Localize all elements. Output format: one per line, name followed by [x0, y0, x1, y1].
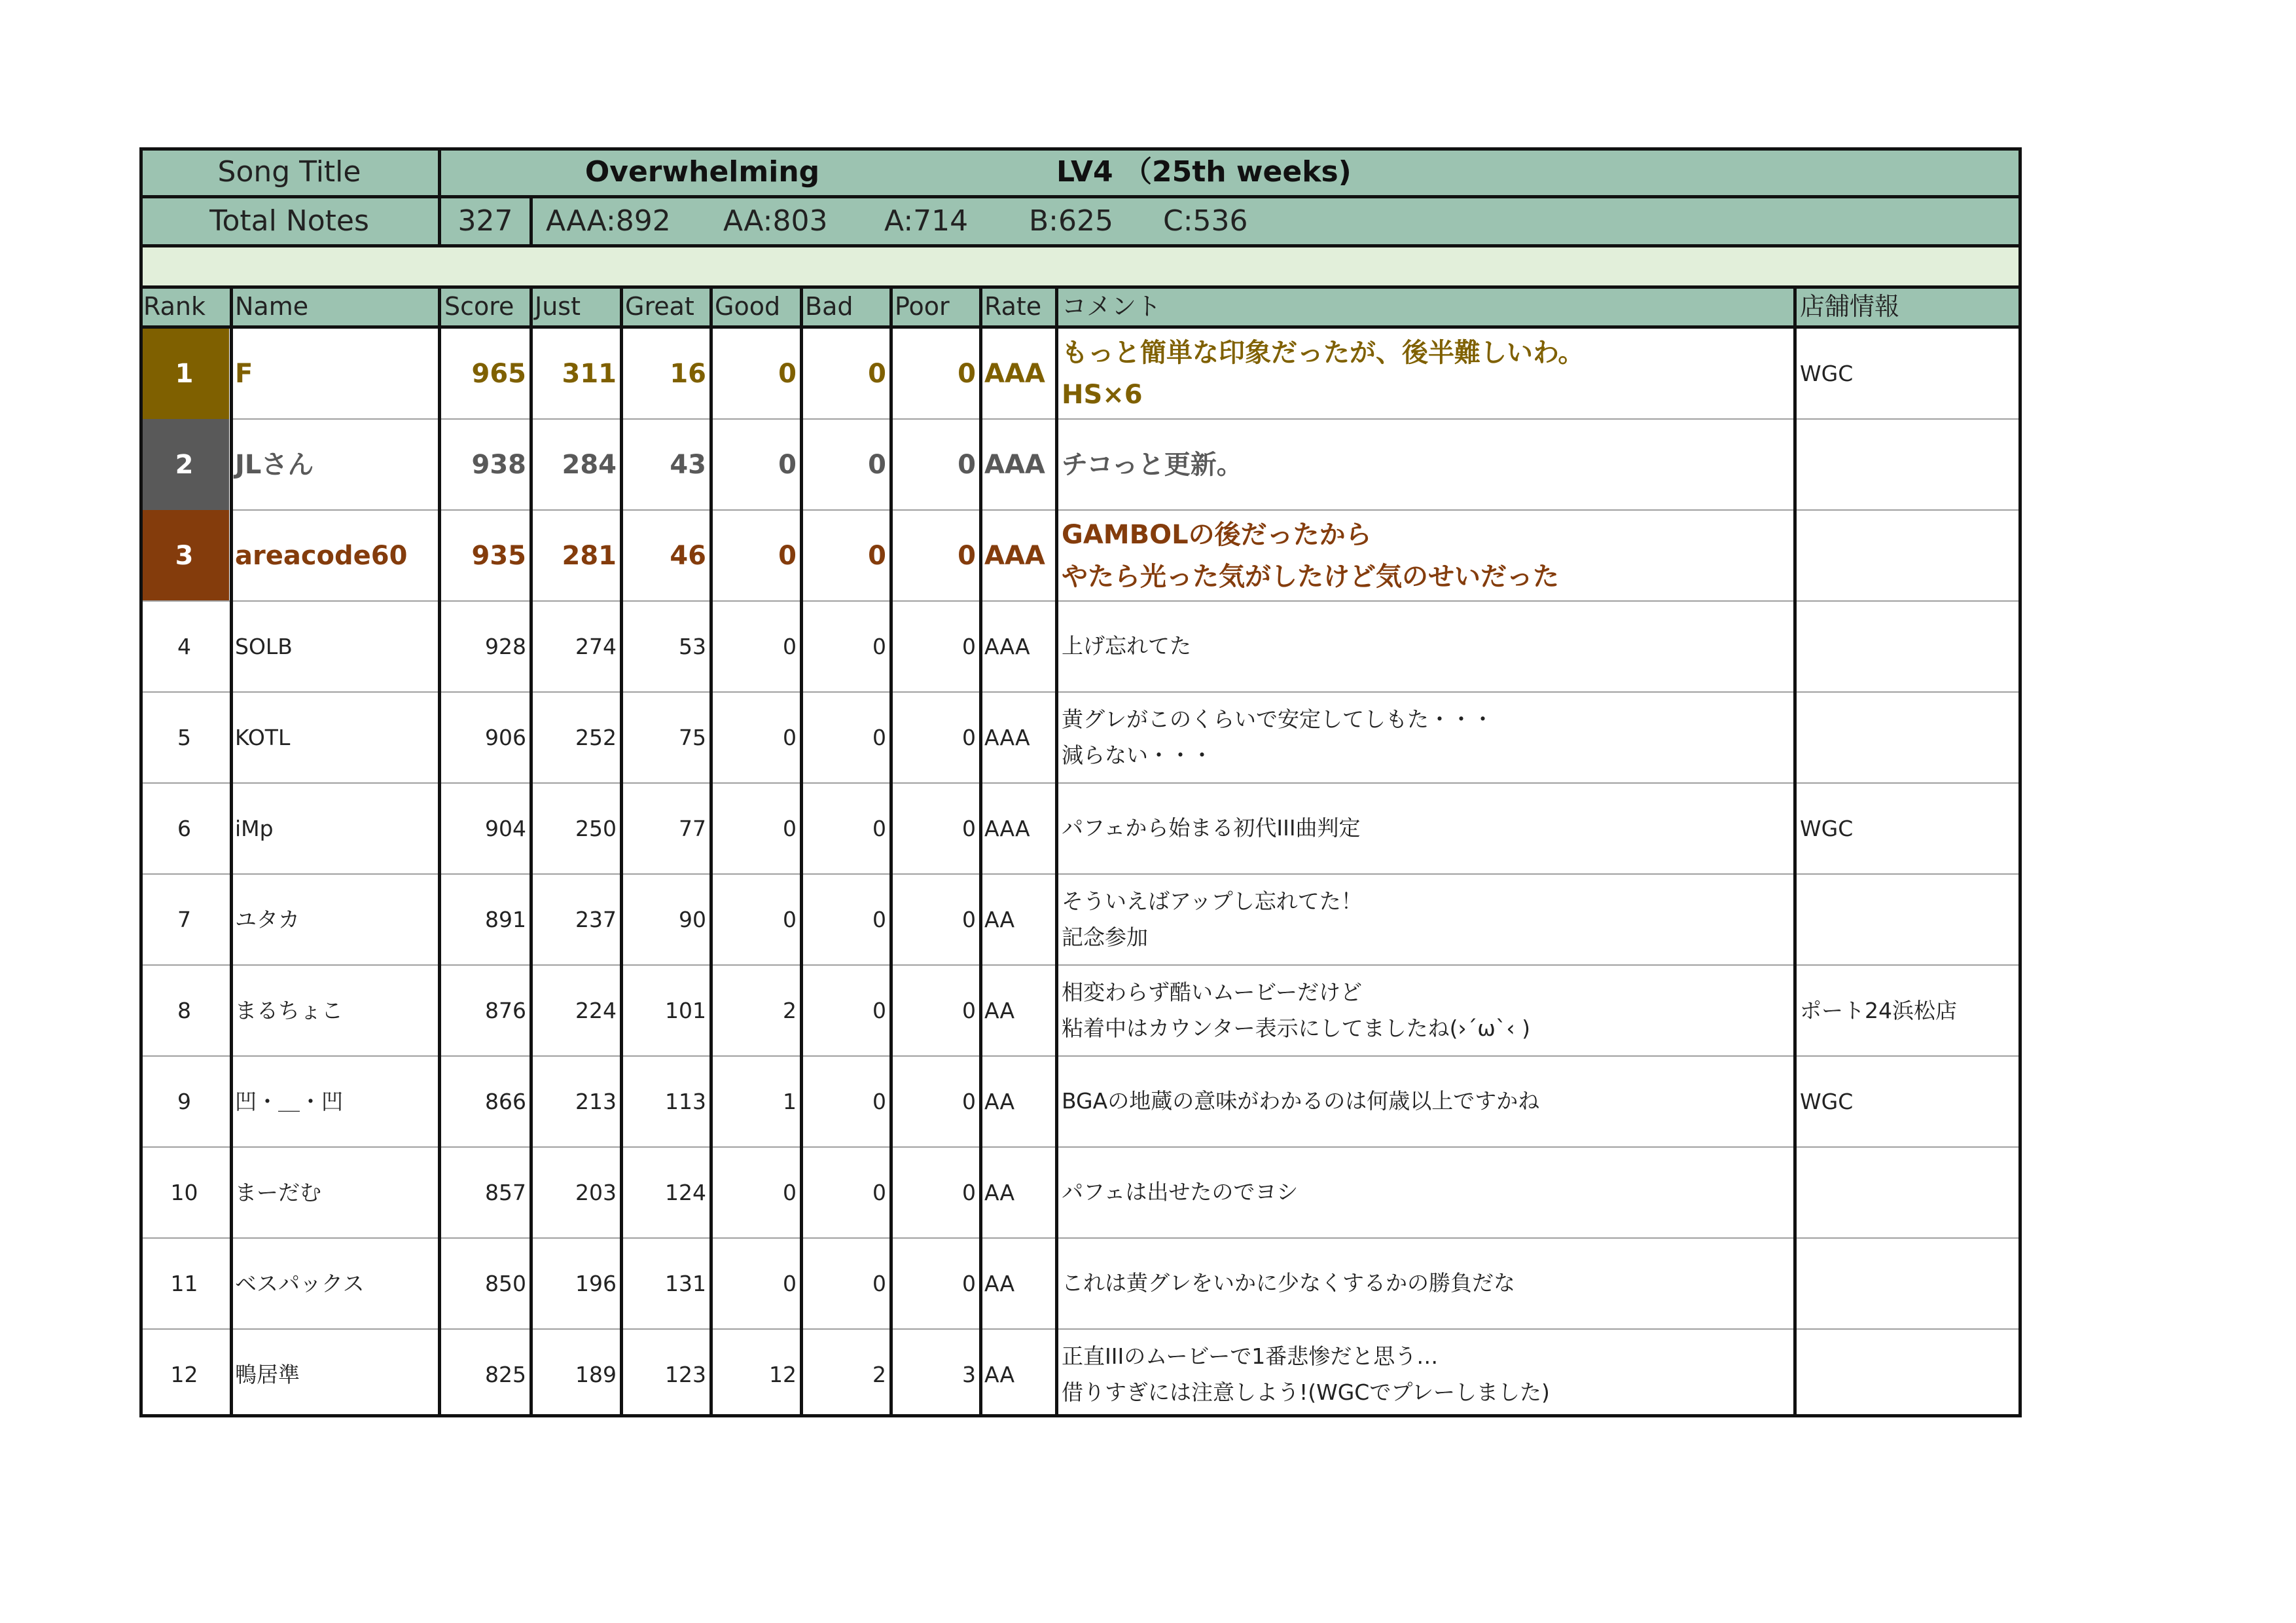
cell-bad: 0 [868, 358, 886, 389]
cell-score: 928 [485, 633, 526, 659]
comment-line: そういえばアップし忘れてた！ [1062, 888, 1363, 915]
col-score-header: Score [444, 291, 514, 321]
col-great-header: Great [625, 291, 694, 321]
cell-great: 16 [670, 358, 706, 389]
spacer-band [139, 246, 2022, 287]
cell-bad: 0 [868, 449, 886, 480]
cell-just: 213 [575, 1088, 617, 1114]
grid-row-divider [231, 873, 2022, 875]
grid-row-divider [139, 964, 231, 966]
cell-bad: 0 [872, 724, 886, 750]
cell-comment [1058, 965, 1793, 1056]
cell-great: 123 [665, 1361, 706, 1387]
threshold-c: C:536 [1163, 204, 1248, 238]
cell-great: 113 [665, 1088, 706, 1114]
cell-bad: 2 [872, 1361, 886, 1387]
cell-name: SOLB [235, 633, 293, 659]
cell-name: ベスパックス [235, 1270, 365, 1296]
grid-row-divider [139, 600, 231, 602]
cell-rate: AAA [984, 633, 1030, 659]
cell-just: 281 [562, 540, 617, 571]
cell-great: 101 [665, 997, 706, 1023]
grid-row-divider [231, 1146, 2022, 1148]
cell-score: 965 [471, 358, 526, 389]
grid-row-divider [139, 1328, 231, 1330]
cell-great: 124 [665, 1179, 706, 1205]
cell-just: 189 [575, 1361, 617, 1387]
cell-name: iMp [235, 815, 274, 841]
cell-rate: AAA [984, 540, 1045, 571]
cell-rank: 12 [170, 1361, 198, 1387]
cell-comment [1058, 874, 1793, 965]
col-rank-header: Rank [143, 291, 206, 321]
cell-poor: 0 [958, 449, 976, 480]
grid-row-divider [231, 418, 2022, 420]
grid-vline [438, 147, 441, 246]
grid-vline [620, 285, 623, 1417]
comment-line: 記念参加 [1062, 924, 1148, 950]
grid-hline [139, 147, 2022, 151]
cell-score: 935 [471, 540, 526, 571]
grid-row-divider [231, 691, 2022, 693]
grid-hline [139, 325, 2022, 329]
comment-line: BGAの地蔵の意味がわかるのは何歳以上ですかね [1062, 1088, 1540, 1114]
grid-hline [139, 195, 2022, 198]
grid-hline [139, 1414, 2022, 1417]
cell-comment [1058, 1238, 1793, 1329]
cell-rank: 2 [139, 419, 229, 510]
comment-line: 相変わらず酷いムービーだけど [1062, 979, 1363, 1006]
comment-line: HS×6 [1062, 379, 1143, 410]
grid-row-divider [231, 1055, 2022, 1057]
cell-just: 250 [575, 815, 617, 841]
cell-great: 46 [670, 540, 706, 571]
grid-vline [438, 285, 441, 1417]
cell-just: 237 [575, 906, 617, 932]
comment-line: 減らない・・・ [1062, 742, 1213, 768]
grid-vline [529, 285, 533, 1417]
grid-row-divider [139, 1146, 231, 1148]
cell-poor: 0 [962, 906, 976, 932]
grid-row-divider [139, 1237, 231, 1239]
cell-name: F [235, 358, 253, 389]
cell-good: 0 [778, 358, 797, 389]
cell-store: WGC [1800, 360, 1854, 386]
cell-good: 2 [783, 997, 797, 1023]
cell-name: まるちょこ [235, 997, 343, 1023]
cell-just: 224 [575, 997, 617, 1023]
grid-row-divider [139, 691, 231, 693]
col-store-header: 店舗情報 [1800, 291, 1900, 321]
cell-bad: 0 [872, 906, 886, 932]
cell-great: 53 [679, 633, 706, 659]
cell-great: 131 [665, 1270, 706, 1296]
song-level: LV4 （25th weeks) [1056, 155, 1352, 189]
cell-just: 196 [575, 1270, 617, 1296]
grid-row-divider [231, 600, 2022, 602]
cell-poor: 0 [962, 1270, 976, 1296]
cell-rank: 6 [177, 815, 191, 841]
grid-vline [230, 285, 233, 1417]
col-just-header: Just [535, 291, 581, 321]
grid-row-divider [139, 873, 231, 875]
cell-score: 891 [485, 906, 526, 932]
cell-comment [1058, 601, 1793, 692]
comment-line: チコっと更新。 [1062, 449, 1243, 480]
cell-name: 凹・＿・凹 [235, 1088, 343, 1114]
comment-line: 上げ忘れてた [1062, 633, 1191, 659]
grid-vline [889, 285, 893, 1417]
grid-hline [139, 285, 2022, 289]
cell-bad: 0 [868, 540, 886, 571]
cell-poor: 0 [958, 358, 976, 389]
grid-vline [800, 285, 803, 1417]
cell-rate: AA [984, 1088, 1015, 1114]
threshold-aa: AA:803 [723, 204, 828, 238]
grid-row-divider [139, 782, 231, 784]
song-title-label: Song Title [217, 155, 361, 189]
comment-line: パフェは出せたのでヨシ [1062, 1179, 1299, 1205]
cell-comment [1058, 328, 1793, 419]
cell-store [1796, 419, 2018, 510]
cell-good: 12 [769, 1361, 797, 1387]
cell-good: 0 [778, 540, 797, 571]
comment-line: やたら光った気がしたけど気のせいだった [1062, 561, 1559, 592]
cell-store [1796, 692, 2018, 783]
cell-rate: AAA [984, 449, 1045, 480]
cell-store [1796, 874, 2018, 965]
cell-great: 75 [679, 724, 706, 750]
grid-vline [979, 285, 982, 1417]
grid-vline [1055, 285, 1058, 1417]
cell-comment [1058, 783, 1793, 874]
cell-rank: 3 [139, 510, 229, 601]
cell-bad: 0 [872, 997, 886, 1023]
cell-good: 0 [783, 815, 797, 841]
cell-poor: 0 [962, 815, 976, 841]
cell-comment [1058, 1147, 1793, 1238]
cell-rank: 11 [170, 1270, 198, 1296]
cell-comment [1058, 692, 1793, 783]
cell-score: 857 [485, 1179, 526, 1205]
threshold-b: B:625 [1029, 204, 1113, 238]
cell-poor: 0 [958, 540, 976, 571]
cell-bad: 0 [872, 633, 886, 659]
cell-name: 鴨居準 [235, 1361, 300, 1387]
cell-store: WGC [1800, 1088, 1854, 1114]
cell-good: 1 [783, 1088, 797, 1114]
cell-name: areacode60 [235, 540, 408, 571]
cell-poor: 0 [962, 997, 976, 1023]
comment-line: これは黄グレをいかに少なくするかの勝負だな [1062, 1270, 1515, 1296]
cell-name: KOTL [235, 724, 291, 750]
cell-bad: 0 [872, 815, 886, 841]
cell-rate: AAA [984, 724, 1030, 750]
grid-vline [529, 196, 533, 246]
cell-bad: 0 [872, 1088, 886, 1114]
grid-row-divider [231, 1328, 2022, 1330]
total-notes-label: Total Notes [209, 204, 369, 238]
cell-rate: AA [984, 1179, 1015, 1205]
cell-great: 43 [670, 449, 706, 480]
ranking-sheet [139, 147, 2022, 1417]
cell-good: 0 [783, 906, 797, 932]
grid-vline [2018, 147, 2022, 1417]
cell-good: 0 [778, 449, 797, 480]
threshold-aaa: AAA:892 [546, 204, 671, 238]
cell-store [1796, 510, 2018, 601]
grid-row-divider [231, 1237, 2022, 1239]
cell-bad: 0 [872, 1270, 886, 1296]
cell-store [1796, 601, 2018, 692]
grid-row-divider [139, 1055, 231, 1057]
cell-comment [1058, 419, 1793, 510]
cell-good: 0 [783, 633, 797, 659]
cell-rate: AAA [984, 358, 1045, 389]
cell-score: 938 [471, 449, 526, 480]
cell-poor: 0 [962, 1179, 976, 1205]
col-name-header: Name [235, 291, 309, 321]
cell-store [1796, 1147, 2018, 1238]
cell-just: 284 [562, 449, 617, 480]
comment-line: もっと簡単な印象だったが、後半難しいわ。 [1062, 337, 1585, 368]
comment-line: 粘着中はカウンター表示にしてましたね(›´ω`‹ ) [1062, 1015, 1530, 1041]
cell-score: 904 [485, 815, 526, 841]
cell-good: 0 [783, 1270, 797, 1296]
cell-store: ポート24浜松店 [1800, 997, 1957, 1023]
cell-rate: AA [984, 997, 1015, 1023]
grid-vline [139, 147, 143, 1417]
cell-poor: 0 [962, 1088, 976, 1114]
song-title: Overwhelming [584, 155, 820, 189]
total-notes: 327 [457, 204, 513, 238]
cell-rank: 8 [177, 997, 191, 1023]
cell-name: ユタカ [235, 906, 300, 932]
cell-store [1796, 1238, 2018, 1329]
grid-hline [139, 244, 2022, 247]
comment-line: 正直IIIのムービーで1番悲惨だと思う… [1062, 1343, 1439, 1370]
cell-great: 77 [679, 815, 706, 841]
grid-row-divider [231, 964, 2022, 966]
col-poor-header: Poor [895, 291, 950, 321]
cell-rank: 5 [177, 724, 191, 750]
cell-just: 274 [575, 633, 617, 659]
cell-score: 906 [485, 724, 526, 750]
cell-rate: AA [984, 906, 1015, 932]
grid-vline [1793, 285, 1797, 1417]
cell-comment [1058, 510, 1793, 601]
cell-great: 90 [679, 906, 706, 932]
cell-good: 0 [783, 724, 797, 750]
comment-line: 黄グレがこのくらいで安定してしもた・・・ [1062, 706, 1494, 733]
cell-just: 311 [562, 358, 617, 389]
cell-poor: 0 [962, 633, 976, 659]
col-good-header: Good [715, 291, 781, 321]
cell-rank: 4 [177, 633, 191, 659]
cell-rate: AAA [984, 815, 1030, 841]
cell-score: 876 [485, 997, 526, 1023]
cell-just: 203 [575, 1179, 617, 1205]
cell-name: まーだむ [235, 1179, 321, 1205]
cell-comment [1058, 1329, 1793, 1420]
col-bad-header: Bad [805, 291, 853, 321]
cell-good: 0 [783, 1179, 797, 1205]
cell-rank: 9 [177, 1088, 191, 1114]
cell-rate: AA [984, 1361, 1015, 1387]
grid-row-divider [231, 782, 2022, 784]
col-comment-header: コメント [1062, 291, 1162, 321]
comment-line: 借りすぎには注意しよう!(WGCでプレーしました) [1062, 1379, 1550, 1405]
grid-vline [709, 285, 713, 1417]
threshold-a: A:714 [884, 204, 969, 238]
cell-bad: 0 [872, 1179, 886, 1205]
cell-comment [1058, 1056, 1793, 1147]
grid-row-divider [231, 509, 2022, 511]
cell-rank: 1 [139, 328, 229, 419]
cell-score: 866 [485, 1088, 526, 1114]
cell-store: WGC [1800, 815, 1854, 841]
cell-poor: 3 [962, 1361, 976, 1387]
cell-score: 850 [485, 1270, 526, 1296]
cell-name: JLさん [235, 449, 314, 480]
cell-score: 825 [485, 1361, 526, 1387]
cell-rank: 10 [170, 1179, 198, 1205]
comment-line: GAMBOLの後だったから [1062, 519, 1372, 550]
comment-line: パフェから始まる初代III曲判定 [1062, 815, 1361, 841]
cell-just: 252 [575, 724, 617, 750]
col-rate-header: Rate [984, 291, 1042, 321]
cell-poor: 0 [962, 724, 976, 750]
cell-rate: AA [984, 1270, 1015, 1296]
cell-store [1796, 1329, 2018, 1420]
cell-rank: 7 [177, 906, 191, 932]
